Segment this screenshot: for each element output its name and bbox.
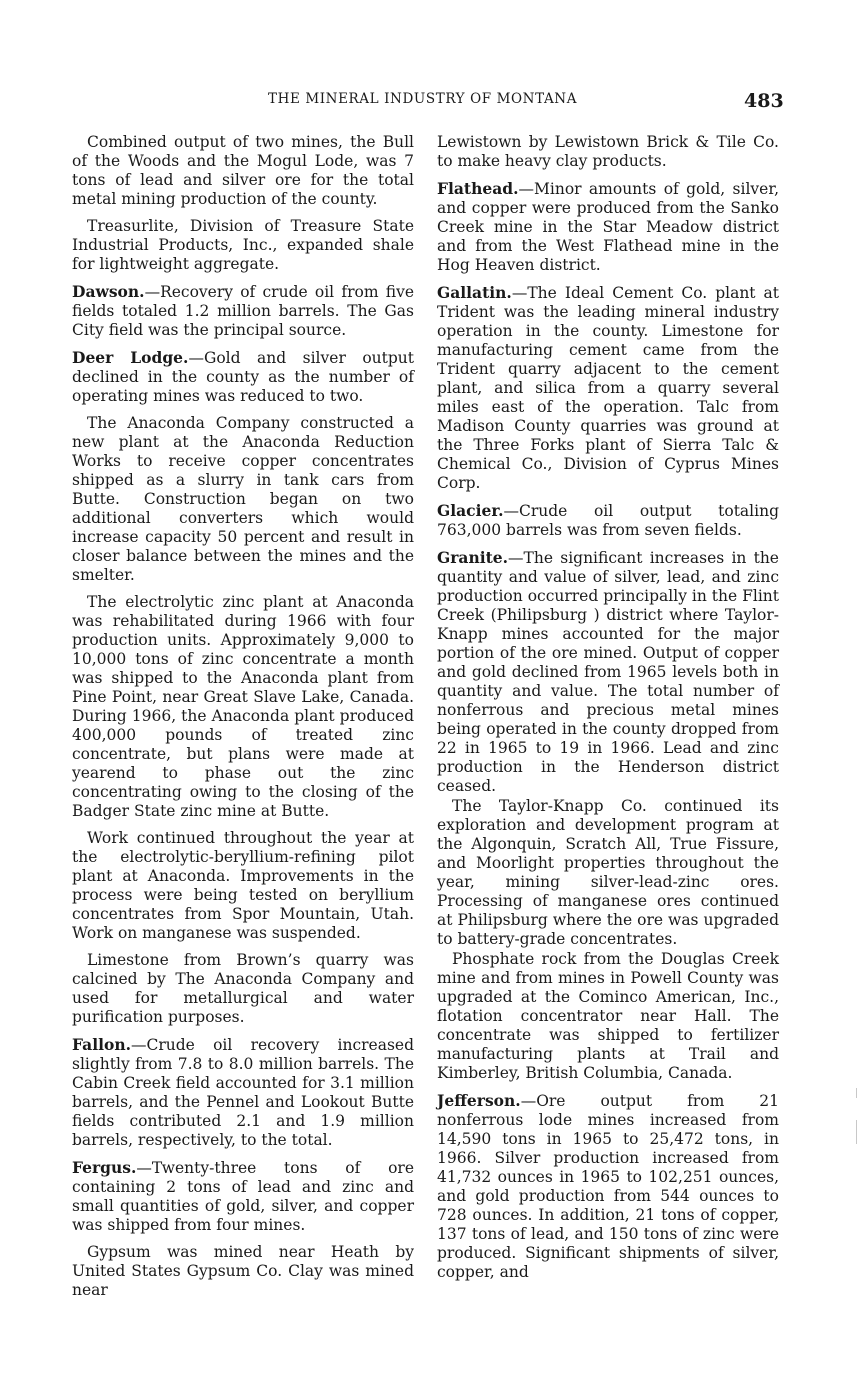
page-number: 483 [744,90,784,112]
paragraph-gypsum: Gypsum was mined near Heath by United States Gypsum Co. Clay was mined near [72,1243,414,1299]
section-granite [437,548,779,796]
scan-edge-mark [856,1120,857,1144]
glacier-text: —Crude oil output totaling 763,000 barrels was from seven fields. [437,502,779,539]
paragraph-treasurlite: Treasurlite, Division of Treasure State Industrial Products, Inc., expanded shale for lightweight aggregate. [72,217,414,273]
gallatin-text: —The Ideal Cement Co. plant at Trident was the leading mineral industry operation in the county. Limestone for manufacturing cement came from the Trident quarry adjacent to the cement plant, and silica from a quarry several miles east of the operation. Talc from Madison County quarries was ground at the Three Forks plant of Sierra Talc & Chemical Co., Division of Cyprus Mines Corp. [437,284,779,492]
paragraph-taylor-knapp: The Taylor-Knapp Co. continued its exploration and development program at the Algonquin, Scratch All, True Fissure, and Moorlight properties throughout the year, mining silver-lead-zinc ores. Processing of manganese ores continued at Philipsburg where the ore was upgraded to battery-grade concentrates. [437,797,779,948]
jefferson-text: —Ore output from 21 nonferrous lode mines increased from 14,590 tons in 1965 to 25,472 tons, in 1966. Silver production increased from 41,732 ounces in 1965 to 102,251 ounces, and gold production from 544 ounces to 728 ounces. In addition, 21 tons of copper, 137 tons of lead, and 150 tons of zinc were produced. Significant shipments of silver, copper, and [437,1092,779,1281]
flathead-text: —Minor amounts of gold, silver, and copper were produced from the Sanko Creek mine in the Star Meadow district and from the West Flathead mine in the Hog Heaven district. [437,180,779,274]
paragraph-beryllium: Work continued throughout the year at the electrolytic-beryllium-refining pilot plant at Anaconda. Improvements in the process were being tested on beryllium concentrates from Spor Mountain, Utah. Work on manganese was suspended. [72,829,414,942]
granite-text: —The significant increases in the quantity and value of silver, lead, and zinc production occurred principally in the Flint Creek (Philipsburg ) district where Taylor-Knapp mines accounted for the major portion of the ore mined. Output of copper and gold declined from 1965 levels both in quantity and value. The total number of nonferrous and precious metal mines being operated in the county dropped from 22 in 1965 to 19 in 1966. Lead and zinc production in the Henderson district ceased. [437,549,779,795]
deer-lodge-text: —Gold and silver output declined in the county as the number of operating mines was reduced to two. [72,349,414,405]
county-heading-jefferson: Jefferson. [437,1091,521,1110]
fallon-text: —Crude oil recovery increased slightly from 7.8 to 8.0 million barrels. The Cabin Creek field accounted for 3.1 million barrels, and the Pennel and Lookout Butte fields contributed 2.1 and 1.9 million barrels, respectively, to the total. [72,1036,414,1149]
section-flathead [437,179,779,275]
paragraph-limestone: Limestone from Brown’s quarry was calcined by The Anaconda Company and used for metallurgical and water purification purposes. [72,951,414,1026]
right-column [437,133,779,1282]
fergus-text: —Twenty-three tons of ore containing 2 tons of lead and zinc and small quantities of gold, silver, and copper was shipped from four mines. [72,1159,414,1234]
paragraph-mining-production: Combined output of two mines, the Bull of the Woods and the Mogul Lode, was 7 tons of lead and silver ore for the total metal mining production of the county. [72,133,414,208]
dawson-text: —Recovery of crude oil from five fields totaled 1.2 million barrels. The Gas City field was the principal source. [72,283,414,339]
county-heading-dawson: Dawson. [72,282,145,301]
section-jefferson [437,1091,779,1282]
paragraph-reduction-works: The Anaconda Company constructed a new plant at the Anaconda Reduction Works to receive copper concentrates shipped as a slurry in tank cars from Butte. Construction began on two additional converters which would increase capacity 50 percent and result in closer balance between the mines and the smelter. [72,414,414,584]
section-fallon [72,1035,414,1150]
section-deer-lodge [72,348,414,406]
county-heading-gallatin: Gallatin. [437,283,512,302]
section-fergus [72,1158,414,1235]
running-head: THE MINERAL INDUSTRY OF MONTANA [268,91,578,107]
county-heading-glacier: Glacier. [437,501,504,520]
paragraph-continuation: Lewistown by Lewistown Brick & Tile Co. to make heavy clay products. [437,133,779,170]
county-heading-granite: Granite. [437,548,509,567]
paragraph-zinc-plant: The electrolytic zinc plant at Anaconda was rehabilitated during 1966 with four production units. Approximately 9,000 to 10,000 tons of zinc concentrate a month was shipped to the Anaconda plant from Pine Point, near Great Slave Lake, Canada. During 1966, the Anaconda plant produced 400,000 pounds of treated zinc concentrate, but plans were made at yearend to phase out the zinc concentrating owing to the closing of the Badger State zinc mine at Butte. [72,593,414,820]
scan-edge-mark [856,1088,857,1098]
county-heading-deer-lodge: Deer Lodge. [72,348,189,367]
county-heading-fallon: Fallon. [72,1035,131,1054]
county-heading-flathead: Flathead. [437,179,519,198]
county-heading-fergus: Fergus. [72,1158,137,1177]
section-gallatin [437,283,779,493]
section-glacier [437,501,779,540]
paragraph-phosphate: Phosphate rock from the Douglas Creek mine and from mines in Powell County was upgraded at the Cominco American, Inc., flotation concentrator near Hall. The concentrate was shipped to fertilizer manufacturing plants at Trail and Kimberley, British Columbia, Canada. [437,950,779,1082]
left-column [72,133,414,1300]
section-dawson [72,282,414,340]
